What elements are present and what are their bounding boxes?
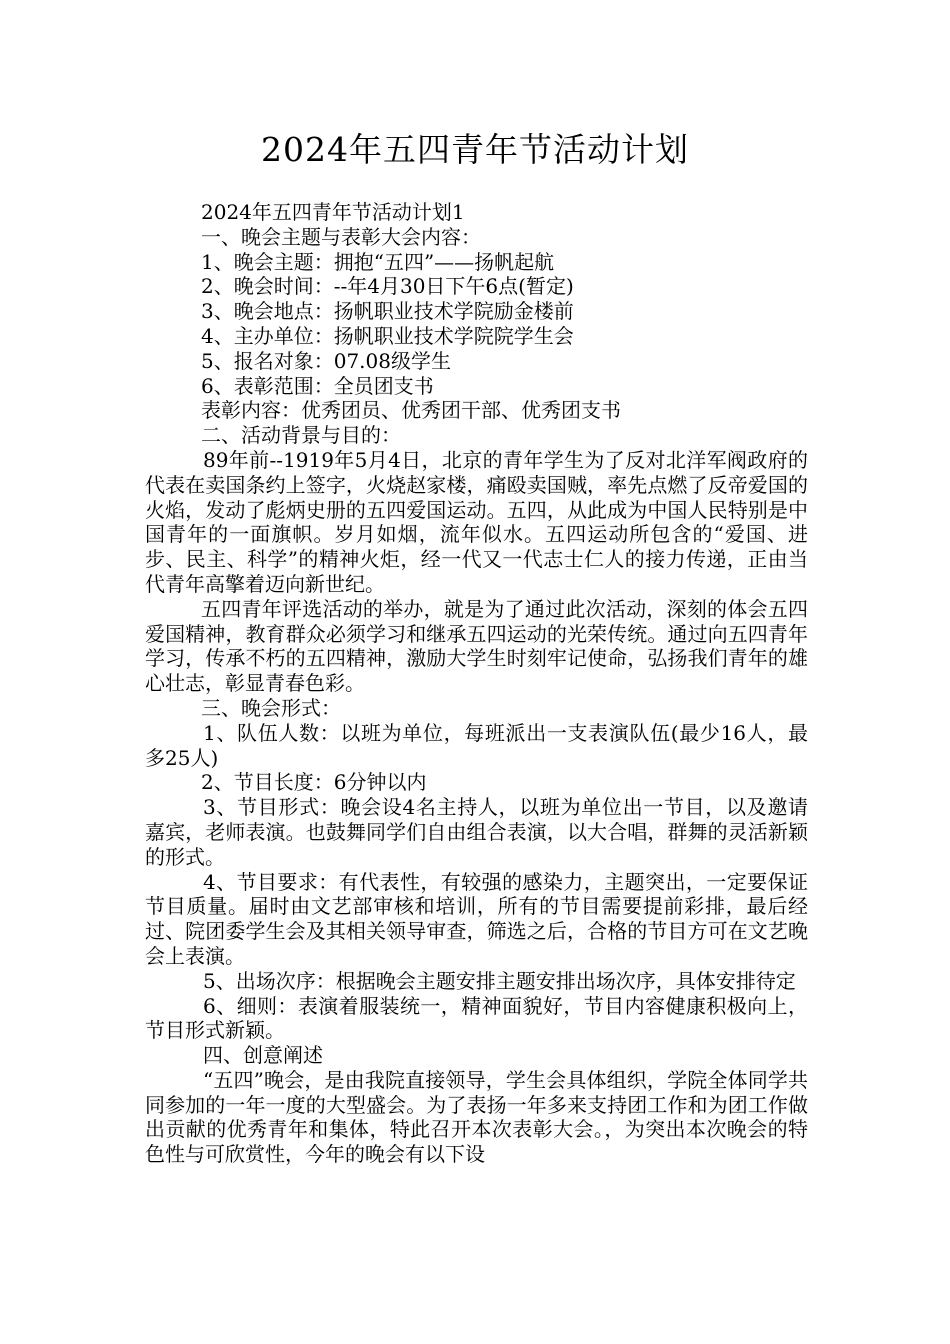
list-item: 2、节目长度：6分钟以内 bbox=[201, 770, 427, 795]
list-item: 3、节目形式：晚会设4名主持人，以班为单位出一节目，以及邀请嘉宾，老师表演。也鼓舞同学们自由组合表演，以大合唱，群舞的灵活新颖的形式。 bbox=[145, 795, 808, 869]
section-heading-1: 一、晚会主题与表彰大会内容： bbox=[201, 224, 481, 249]
list-item: 1、队伍人数：以班为单位，每班派出一支表演队伍(最少16人，最多25人) bbox=[145, 720, 808, 770]
section-heading-4: 四、创意阐述 bbox=[203, 1043, 323, 1068]
list-item: 5、出场次序：根据晚会主题安排主题安排出场次序，具体安排待定 bbox=[203, 968, 796, 993]
body-paragraph: “五四”晚会，是由我院直接领导，学生会具体组织，学院全体同学共同参加的一年一度的大型盛会。为了表扬一年多来支持团工作和为团工作做出贡献的优秀青年和集体，特此召开本次表彰大会。，为突出本次晚会的特色性与可欣赏性，今年的晚会有以下设 bbox=[145, 1067, 808, 1167]
list-item: 2、晚会时间：--年4月30日下午6点(暂定) bbox=[201, 274, 574, 299]
list-item: 6、细则：表演着服装统一，精神面貌好，节目内容健康积极向上，节目形式新颖。 bbox=[145, 993, 808, 1043]
list-item: 4、节目要求：有代表性，有较强的感染力，主题突出，一定要保证节目质量。届时由文艺部审核和培训，所有的节目需要提前彩排，最后经过、院团委学生会及其相关领导审查，筛选之后，合格的节目方可在文艺晚会上表演。 bbox=[145, 869, 808, 968]
list-item: 表彰内容：优秀团员、优秀团干部、优秀团支书 bbox=[201, 398, 621, 423]
document-body bbox=[145, 200, 808, 1167]
list-item: 3、晚会地点：扬帆职业技术学院励金楼前 bbox=[201, 299, 574, 324]
list-item: 4、主办单位：扬帆职业技术学院院学生会 bbox=[201, 323, 574, 348]
list-item: 6、表彰范围：全员团支书 bbox=[201, 373, 434, 398]
subtitle: 2024年五四青年节活动计划1 bbox=[201, 200, 465, 224]
section-heading-2: 二、活动背景与目的： bbox=[201, 423, 401, 448]
list-item: 1、晚会主题：拥抱“五四”——扬帆起航 bbox=[201, 249, 555, 274]
document-title: 2024年五四青年节活动计划 bbox=[261, 130, 689, 169]
list-item: 5、报名对象：07.08级学生 bbox=[201, 348, 451, 373]
body-paragraph: 五四青年评选活动的举办，就是为了通过此次活动，深刻的体会五四爱国精神，教育群众必须学习和继承五四运动的光荣传统。通过向五四青年学习，传承不朽的五四精神，激励大学生时刻牢记使命，弘扬我们青年的雄心壮志，彰显青春色彩。 bbox=[145, 596, 808, 696]
body-paragraph: 89年前--1919年5月4日，北京的青年学生为了反对北洋军阀政府的代表在卖国条约上签字，火烧赵家楼，痛殴卖国贼，率先点燃了反帝爱国的火焰，发动了彪炳史册的五四爱国运动。五四，从此成为中国人民特别是中国青年的一面旗帜。岁月如烟，流年似水。五四运动所包含的“爱国、进步、民主、科学”的精神火炬，经一代又一代志士仁人的接力传递，正由当代青年高擎着迈向新世纪。 bbox=[145, 447, 808, 596]
section-heading-3: 三、晚会形式： bbox=[201, 695, 341, 720]
